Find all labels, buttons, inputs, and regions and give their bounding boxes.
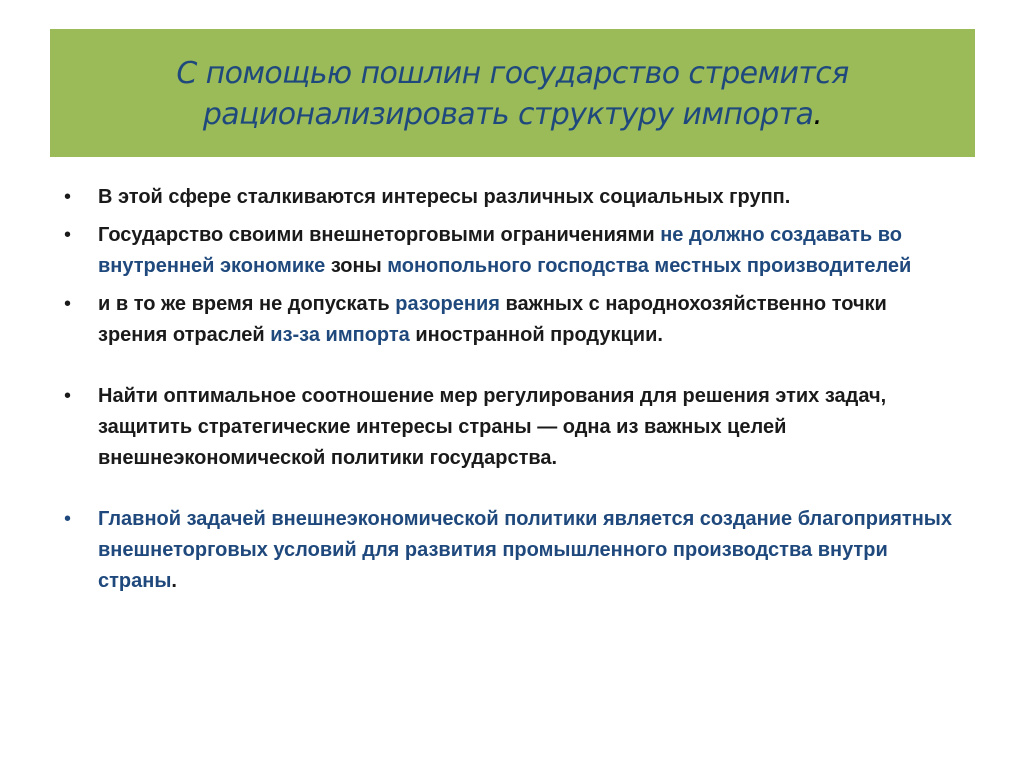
- bullet-item-4: [60, 381, 960, 474]
- bullet-period: .: [171, 570, 177, 592]
- bullet-marker: •: [64, 186, 72, 208]
- title-line-1: С помощью пошлин государство стремится: [176, 56, 849, 91]
- bullet-item-3: [60, 289, 960, 351]
- title-period: .: [813, 97, 823, 132]
- highlighted-text: из-за импорта: [270, 324, 410, 346]
- slide-title: [176, 51, 848, 135]
- bullet-marker: •: [64, 293, 72, 315]
- bullet-item-2: [60, 220, 960, 282]
- highlighted-text: монопольного господства местных производителей: [387, 255, 912, 277]
- bullet-marker: •: [64, 385, 72, 407]
- highlighted-text: Главной задачей внешнеэкономической политики является создание благоприятных внешнеторговых условий для развития промышленного производства внутри страны: [98, 508, 952, 592]
- bullet-text: и в то же время не допускать: [98, 293, 396, 315]
- bullet-marker: •: [64, 508, 72, 530]
- highlighted-text: не должно создавать во внутренней экономике: [98, 224, 902, 277]
- title-line-2: рационализировать структуру импорта: [202, 97, 814, 132]
- bullet-text: иностранной продукции.: [409, 324, 663, 346]
- title-banner: [50, 29, 975, 157]
- bullet-marker: •: [64, 224, 72, 246]
- bullet-text: Государство своими внешнеторговыми ограничениями: [98, 224, 661, 246]
- bullet-text: важных с народнохозяйственно точки зрения отраслей: [98, 293, 887, 346]
- bullet-item-1: [60, 182, 960, 213]
- bullet-list: [60, 182, 960, 604]
- bullet-text: В этой сфере сталкиваются интересы различных социальных групп.: [98, 186, 791, 208]
- bullet-text: Найти оптимальное соотношение мер регулирования для решения этих задач, защитить стратегические интересы страны — одна из важных целей внешнеэкономической политики государства.: [98, 385, 887, 469]
- bullet-item-5: [60, 504, 960, 597]
- highlighted-text: разорения: [395, 293, 500, 315]
- bullet-text: зоны: [325, 255, 388, 277]
